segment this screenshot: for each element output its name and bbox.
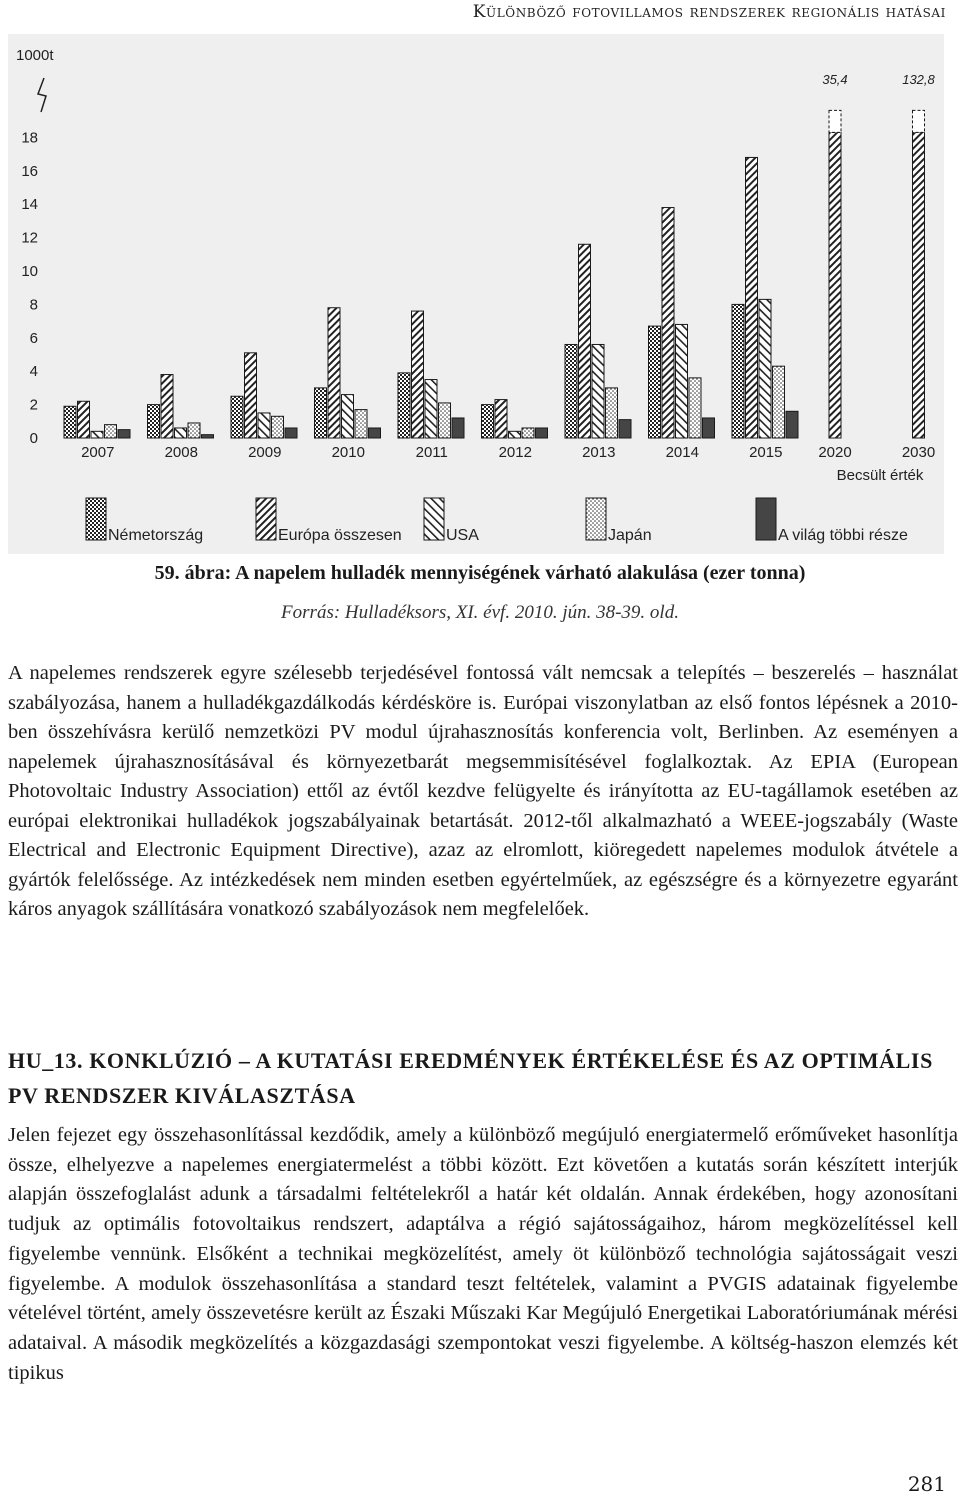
bar-rest-of-world-2011 (452, 418, 464, 438)
section-heading: HU_13. KONKLÚZIÓ – A KUTATÁSI EREDMÉNYEK ÉRTÉKELÉSE ÉS AZ OPTIMÁLIS PV RENDSZER KIVÁLASZTÁSA (8, 1048, 933, 1108)
x-tick-label: 2008 (164, 444, 198, 461)
legend-label-japan: Japán (608, 527, 652, 544)
bar-europe-2008 (161, 375, 173, 438)
bar-germany-2008 (148, 405, 160, 438)
y-tick-label: 6 (29, 329, 38, 347)
bar-japan-2012 (522, 428, 534, 438)
y-tick-label: 12 (21, 229, 38, 247)
x-tick-label: 2010 (331, 444, 365, 461)
bar-usa-2014 (676, 324, 688, 438)
y-tick-label: 14 (21, 196, 38, 214)
bar-germany-2013 (565, 344, 577, 438)
body-paragraph-2: Jelen fejezet egy összehasonlítással kezdődik, amely a különböző megújuló energiatermelő erőműveket hasonlítja össze, elhelyezve a napelemes energiatermelést a többi között. Ezt követően a kutatás során készített interjúk alapján összefoglalást adunk a társadalmi feltételekről a határ két oldalán. Annak érdekében, hogy azonosítani tudjuk az optimális fotovoltaikus rendszert, adaptálva a régió sajátosságaihoz, három megközelítéssel kell figyelembe vennünk. Elsőként a technikai megközelítést, amely öt különböző technológia sajátosságait veszi figyelembe. A modulok összehasonlítása a standard teszt feltételek, valamint a PVGIS adatainak figyelembe vételével történt, amely összevetésre került az Északi Műszaki Kar Megújuló Energetikai Laboratóriumának mérési adataival. A második megközelítés a közgazdasági szempontokat veszi figyelembe. A költség-haszon elemzés két tipikus (8, 1124, 958, 1384)
bar-break-cap (829, 110, 841, 132)
x-tick-label: 2014 (665, 444, 699, 461)
bar-germany-2012 (482, 405, 494, 438)
bar-rest-of-world-2015 (786, 411, 798, 438)
bar-rest-of-world-2014 (703, 418, 715, 438)
estimate-value-label: 132,8 (902, 72, 935, 87)
bar-europe-2012 (495, 400, 507, 438)
bar-usa-2007 (91, 431, 103, 438)
bar-rest-of-world-2009 (285, 428, 297, 438)
bar-rest-of-world-2013 (619, 420, 631, 438)
bar-germany-2011 (398, 373, 410, 438)
legend-swatch-rest-of-world (756, 498, 776, 540)
figure-source: Forrás: Hulladéksors, XI. évf. 2010. jún. 38-39. old. (281, 602, 679, 623)
bar-usa-2010 (342, 395, 354, 438)
bar-europe-2010 (328, 308, 340, 438)
y-tick-label: 16 (21, 162, 38, 180)
legend-label-usa: USA (446, 527, 479, 544)
bar-japan-2015 (773, 366, 785, 438)
estimate-value-label: 35,4 (822, 72, 848, 87)
y-tick-label: 18 (21, 129, 38, 147)
x-tick-label: 2013 (582, 444, 616, 461)
bar-japan-2007 (105, 425, 117, 438)
y-tick-label: 0 (29, 430, 38, 447)
bar-rest-of-world-2012 (536, 428, 548, 438)
waste-bar-chart (8, 34, 944, 554)
bar-europe-2013 (579, 244, 591, 438)
bar-japan-2010 (355, 410, 367, 438)
figure-caption: 59. ábra: A napelem hulladék mennyiségének várható alakulása (ezer tonna) (154, 562, 806, 584)
bar-germany-2010 (315, 388, 327, 438)
y-tick-label: 4 (29, 363, 38, 381)
x-tick-label: 2020 (818, 444, 852, 461)
legend-label-europe: Európa összesen (278, 527, 402, 544)
bar-europe-2014 (662, 208, 674, 438)
bar-break-cap (913, 110, 925, 132)
bar-europe-2009 (245, 353, 257, 438)
bar-japan-2008 (188, 423, 200, 438)
bar-europe-2020 (829, 132, 841, 438)
x-tick-label: 2009 (248, 444, 282, 461)
waste-chart-figure (8, 34, 944, 554)
bar-usa-2009 (258, 413, 270, 438)
y-tick-label: 8 (29, 296, 38, 314)
bar-europe-2015 (746, 157, 758, 438)
bar-europe-2011 (412, 311, 424, 438)
x-tick-label: 2030 (901, 444, 936, 461)
estimate-label: Becsült érték (836, 467, 924, 484)
page-number: 281 (907, 1472, 946, 1496)
axis-break-icon (38, 78, 46, 112)
bar-rest-of-world-2008 (202, 435, 214, 438)
bar-europe-2030 (913, 132, 925, 438)
bar-germany-2015 (732, 304, 744, 438)
bar-japan-2014 (689, 378, 701, 438)
y-axis-unit-label: 1000t (16, 47, 54, 64)
x-tick-label: 2007 (81, 444, 115, 461)
bar-rest-of-world-2007 (118, 430, 130, 438)
bar-usa-2011 (425, 380, 437, 438)
y-tick-label: 10 (21, 263, 38, 280)
legend-swatch-germany (86, 498, 106, 540)
bar-rest-of-world-2010 (369, 428, 381, 438)
y-tick-label: 2 (29, 396, 38, 414)
legend-swatch-japan (586, 498, 606, 540)
legend-label-rest-of-world: A világ többi része (778, 527, 908, 544)
x-tick-label: 2011 (415, 444, 448, 461)
x-tick-label: 2012 (498, 444, 532, 461)
bar-japan-2013 (606, 388, 618, 438)
bar-europe-2007 (78, 401, 90, 438)
bar-usa-2008 (175, 428, 187, 438)
running-header: Különböző fotovillamos rendszerek regionális hatásai (472, 2, 946, 22)
bar-usa-2012 (509, 431, 521, 438)
bar-usa-2015 (759, 299, 771, 438)
body-paragraph-1: A napelemes rendszerek egyre szélesebb terjedésével fontossá vált nemcsak a telepítés – beszerelés – használat szabályozása, hanem a hulladékgazdálkodás kérdésköre is. Európai viszonylatban az első fontos lépésnek a 2010-ben összehívásra kerülő nemzetközi PV modul újrahasznosítás konferencia volt, Berlinben. Az eseményen a napelemek újrahasznosításával és környezetbarát megsemmisítésével foglalkoztak. Az EPIA (European Photovoltaic Industry Association) ettől az évtől kezdve felügyelte és irányította az EU-tagállamok esetében az európai elektronikai hulladékok jogszabályainak betartását. 2012-től alkalmazható a WEEE-jogszabály (Waste Electrical and Electronic Equipment Directive), azaz az elromlott, kiöregedett napelemes modulok átvétele a gyártók felelőssége. Az intézkedések nem minden esetben egyértelműek, az egészségre és a környezetre egyaránt káros anyagok szállítására vonatkozó szabályozások nem megfelelőek. (8, 662, 958, 920)
bar-usa-2013 (592, 344, 604, 438)
bar-germany-2014 (649, 326, 661, 438)
legend-label-germany: Németország (108, 527, 204, 544)
bar-germany-2007 (64, 406, 76, 438)
legend-swatch-usa (424, 498, 444, 540)
bar-japan-2011 (439, 403, 451, 438)
legend-swatch-europe (256, 498, 276, 540)
bar-japan-2009 (272, 416, 284, 438)
bar-germany-2009 (231, 396, 243, 438)
x-tick-label: 2015 (749, 444, 783, 461)
